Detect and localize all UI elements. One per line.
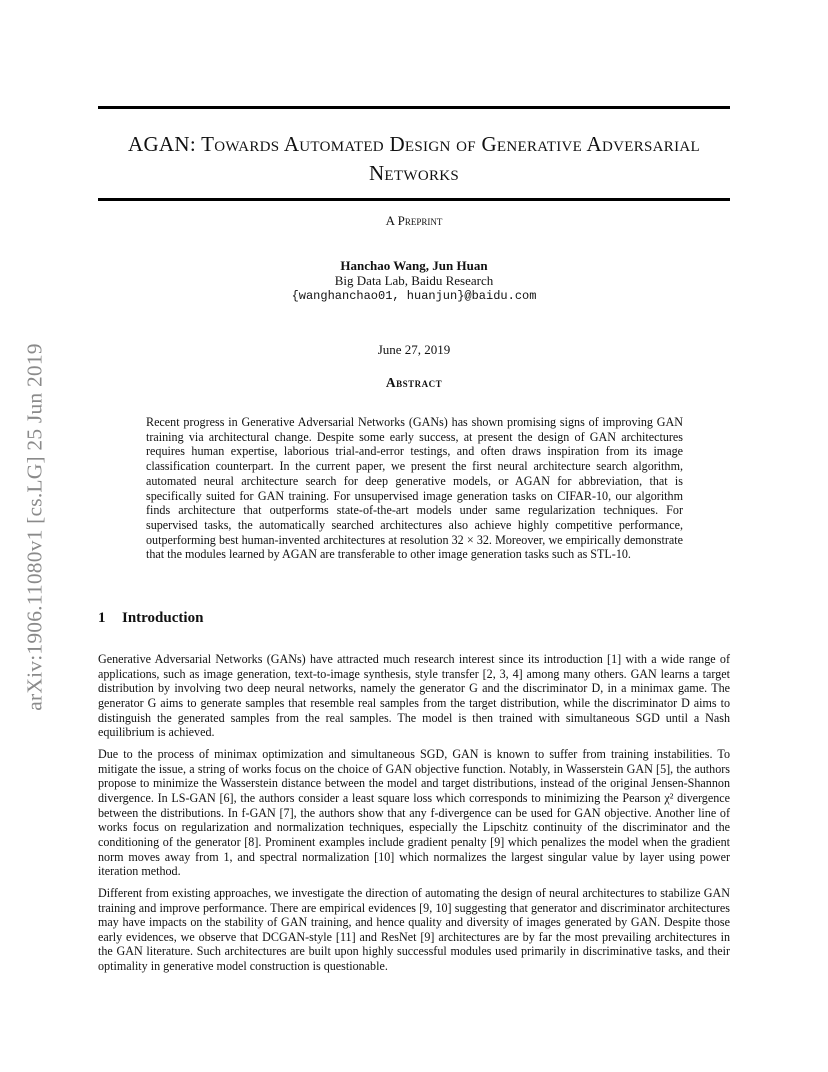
author-affiliation: Big Data Lab, Baidu Research: [334, 273, 494, 288]
paper-title: AGAN: Towards Automated Design of Generative Adversarial Networks: [128, 132, 700, 185]
section-heading-introduction: [98, 610, 203, 627]
paper-date: June 27, 2019: [377, 342, 451, 357]
preprint-label: A Preprint: [385, 213, 443, 228]
body-paragraph: Generative Adversarial Networks (GANs) have attracted much research interest since its introduction [1] with a wide range of applications, such as image generation, text-to-image synthesis, style transfer [2, 3, 4] among many others. GAN learns a target distribution by involving two deep neural networks, namely the generator G and the discriminator D, in a minimax game. The generator G aims to generate samples that resemble real samples from the target distribution, while the discriminator D aims to distinguish the generated samples from the real samples. The model is then trained with simultaneous SGD until a Nash equilibrium is achieved.: [98, 652, 730, 740]
body-paragraph: Due to the process of minimax optimization and simultaneous SGD, GAN is known to suffer from training instabilities. To mitigate the issue, a string of works focus on the choice of GAN objective function. Notably, in Wasserstein GAN [5], the authors propose to minimize the Wasserstein distance between the model and target distributions, instead of the original Jensen-Shannon divergence. In LS-GAN [6], the authors consider a least square loss which corresponds to minimizing the Pearson χ² divergence between the distributions. In f-GAN [7], the authors show that any f-divergence can be used for GAN objective. Another line of works focus on regularization and normalization techniques, especially the Lipschitz continuity of the discriminator and the conditioning of the generator [8]. Prominent examples include gradient penalty [9] which penalizes the model when the gradient norm moves away from 1, and spectral normalization [10] which normalizes the largest singular value by layer using power iteration method.: [98, 746, 730, 879]
title-bottom-rule: [98, 198, 730, 201]
abstract-text: Recent progress in Generative Adversarial Networks (GANs) has shown promising signs of improving GAN training via architectural change. Despite some early success, at present the design of GAN architectures requires human expertise, laborious trial-and-error testings, and often draws inspiration from its image classification counterpart. In the current paper, we present the first neural architecture search algorithm, automated neural architecture search for deep generative models, or AGAN for abbreviation, that is specifically suited for GAN training. For unsupervised image generation tasks on CIFAR-10, our algorithm finds architecture that outperforms state-of-the-art models under same regularization techniques. For supervised tasks, the automatically searched architectures also achieve highly competitive performance, outperforming best human-invented architectures at resolution 32 × 32. Moreover, we empirically demonstrate that the modules learned by AGAN are transferable to other image generation tasks such as STL-10.: [146, 415, 683, 562]
body-paragraph: Different from existing approaches, we investigate the direction of automating the design of neural architectures to stabilize GAN training and improve performance. There are empirical evidences [9, 10] suggesting that generator and discriminator architectures may have impacts on the stability of GAN training, and hence quality and diversity of images generated by GAN. Despite those early evidences, we observe that DCGAN-style [11] and ResNet [9] architectures are by far the most prevailing architectures in the GAN literature. Such architectures are built upon highly successful modules used primarily in discriminative tasks, and their optimality in generative model construction is questionable.: [98, 885, 730, 974]
abstract-heading: Abstract: [385, 375, 443, 390]
arxiv-identifier-stamp: [20, 292, 50, 762]
section-number: 1: [98, 610, 106, 626]
title-top-rule: [98, 106, 730, 109]
arxiv-identifier-text: arXiv:1906.11080v1 [cs.LG] 25 Jun 2019: [22, 343, 47, 711]
author-email: {wanghanchao01, huanjun}@baidu.com: [291, 289, 537, 303]
section-title: Introduction: [122, 610, 204, 626]
introduction-body: [98, 652, 730, 981]
author-names: Hanchao Wang, Jun Huan: [340, 258, 488, 273]
